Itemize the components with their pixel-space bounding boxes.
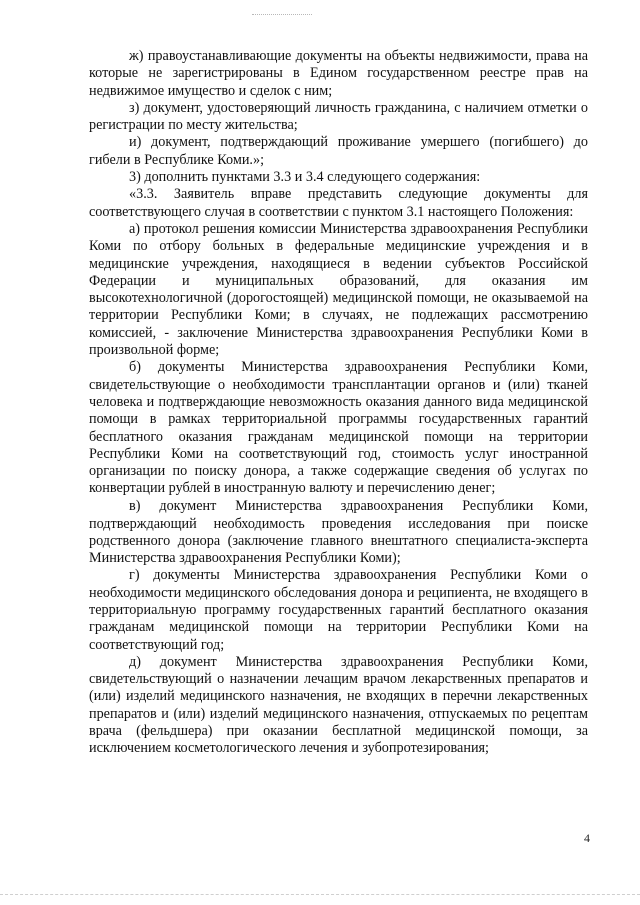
paragraph-v: в) документ Министерства здравоохранения Республики Коми, подтверждающий необходимость проведения исследования при поиске родственного донора (заключение главного внештатного специалиста-эксперта Министерства здравоохранения Республики Коми); xyxy=(89,498,588,567)
paragraph-item-3: 3) дополнить пунктами 3.3 и 3.4 следующего содержания: xyxy=(129,169,481,186)
paragraph-i: и) документ, подтверждающий проживание умершего (погибшего) до гибели в Республике Коми.»; xyxy=(89,134,588,168)
paragraph-3-3: «3.3. Заявитель вправе представить следующие документы для соответствующего случая в соответствии с пунктом 3.1 настоящего Положения: xyxy=(89,186,588,220)
paragraph-z: з) документ, удостоверяющий личность гражданина, с наличием отметки о регистрации по месту жительства; xyxy=(89,99,588,134)
page-number: 4 xyxy=(584,831,590,845)
paragraph-b: б) документы Министерства здравоохранения Республики Коми, свидетельствующие о необходимости трансплантации органов и (или) тканей человека и подтверждающие невозможность оказания данного вида медицинской помощи в рамках территориальной программы государственных гарантий бесплатного оказания гражданам медицинской помощи на территории Республики Коми на соответствующий год, стоимость услуг иностранной организации по поиску донора, а также содержащие сведения об услугах по конвертации рублей в иностранную валюту и перечислению денег; xyxy=(89,359,588,497)
paragraph-a: а) протокол решения комиссии Министерства здравоохранения Республики Коми по отбору больных в федеральные медицинские учреждения и в медицинские учреждения, находящиеся в ведении субъектов Российской Федерации и муниципальных образований, для оказания им высокотехнологичной (дорогостоящей) медицинской помощи, не оказываемой на территории Республики Коми; в случаях, не подлежащих рассмотрению комиссией, - заключение Министерства здравоохранения Республики Коми в произвольной форме; xyxy=(89,220,588,359)
paragraph-d: д) документ Министерства здравоохранения Республики Коми, свидетельствующий о назначении лечащим врачом лекарственных препаратов и (или) изделий медицинского назначения, не входящих в перечни лекарственных препаратов и (или) изделий медицинского назначения, отпускаемых по рецептам врача (фельдшера) при оказании бесплатной медицинской помощи, за исключением косметологического лечения и зубопротезирования; xyxy=(89,653,588,757)
scan-bottom-edge xyxy=(0,894,640,896)
scan-artifact-dots xyxy=(252,14,312,17)
document-body xyxy=(89,48,588,758)
paragraph-g: г) документы Министерства здравоохранения Республики Коми о необходимости медицинского обследования донора и реципиента, не входящего в территориальную программу государственных гарантий бесплатного оказания гражданам медицинской помощи на территории Республики Коми на соответствующий год; xyxy=(89,567,588,653)
paragraph-zh: ж) правоустанавливающие документы на объекты недвижимости, права на которые не зарегистрированы в Едином государственном реестре прав на недвижимое имущество и сделок с ним; xyxy=(89,48,588,99)
